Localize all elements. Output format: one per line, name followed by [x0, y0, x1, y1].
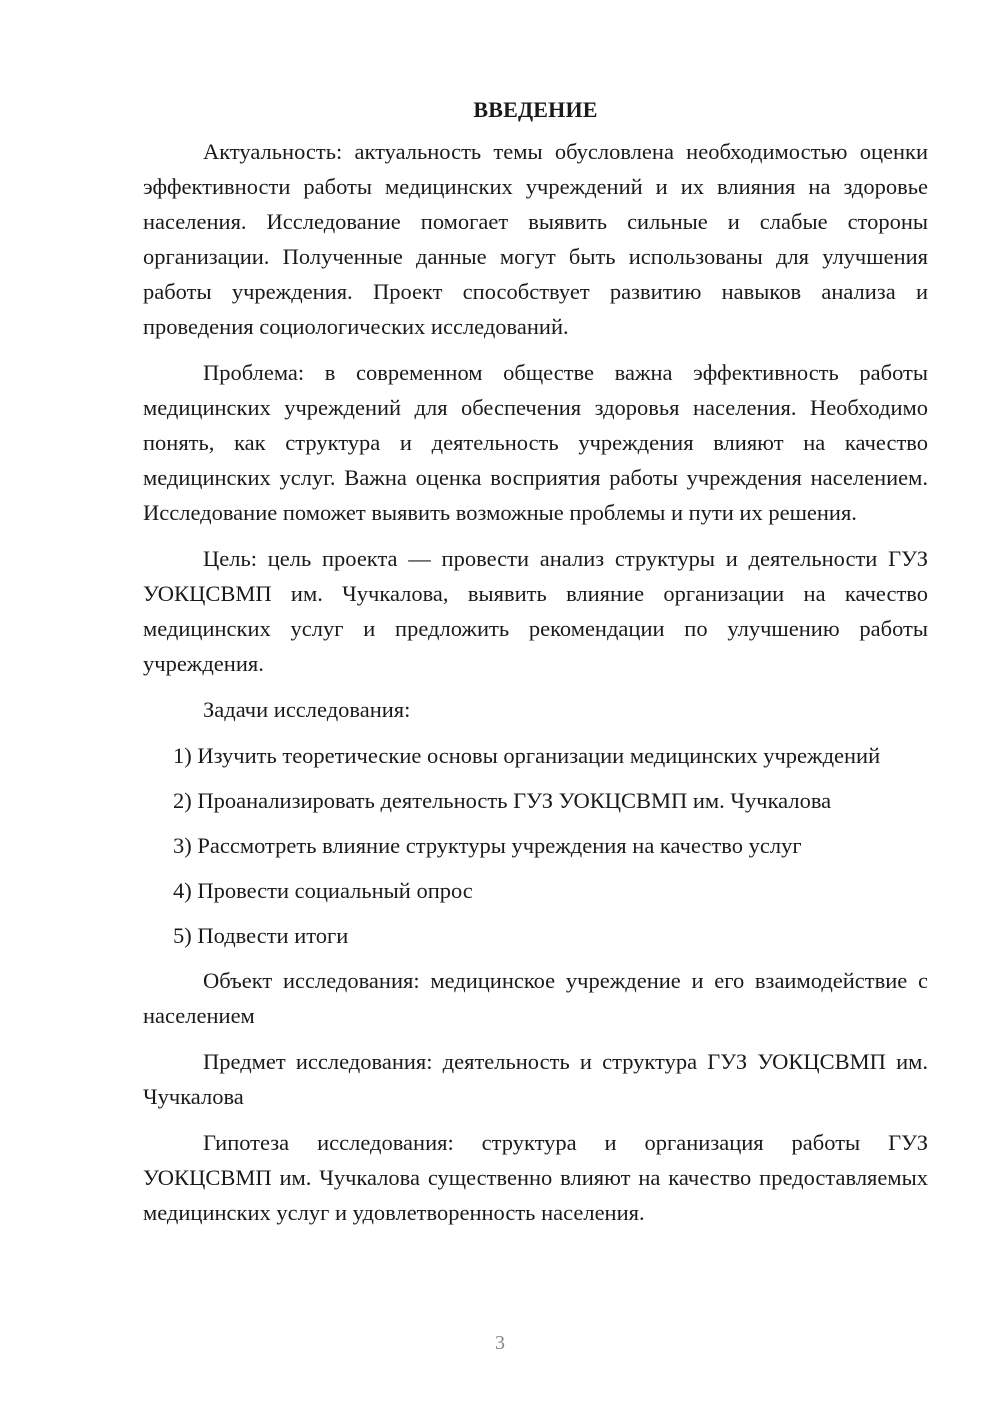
- paragraph-subject: Предмет исследования: деятельность и структура ГУЗ УОКЦСВМП им. Чучкалова: [143, 1049, 928, 1109]
- list-item-task-1: 1) Изучить теоретические основы организации медицинских учреждений: [173, 743, 881, 768]
- paragraph-problem: Проблема: в современном обществе важна эффективность работы медицинских учреждений для обеспечения здоровья населения. Необходимо понять, как структура и деятельность учреждения влияют на качество медицинских услуг. Важна оценка восприятия работы учреждения населением. Исследование поможет выявить возможные проблемы и пути их решения.: [143, 360, 928, 525]
- list-item-task-5: 5) Подвести итоги: [173, 923, 349, 948]
- document-body: [143, 92, 928, 1241]
- paragraph-tasks-heading: Задачи исследования:: [203, 697, 411, 722]
- list-item-task-2: 2) Проанализировать деятельность ГУЗ УОКЦСВМП им. Чучкалова: [173, 788, 832, 813]
- list-item-task-3: 3) Рассмотреть влияние структуры учреждения на качество услуг: [173, 833, 802, 858]
- page-number: 3: [495, 1332, 505, 1354]
- paragraph-hypothesis: Гипотеза исследования: структура и организация работы ГУЗ УОКЦСВМП им. Чучкалова существенно влияют на качество предоставляемых медицинских услуг и удовлетворенность населения.: [143, 1130, 928, 1225]
- section-title: ВВЕДЕНИЕ: [473, 97, 598, 122]
- paragraph-object: Объект исследования: медицинское учреждение и его взаимодействие с населением: [143, 968, 928, 1028]
- paragraph-goal: Цель: цель проекта — провести анализ структуры и деятельности ГУЗ УОКЦСВМП им. Чучкалова, выявить влияние организации на качество медицинских услуг и предложить рекомендации по улучшению работы учреждения.: [143, 546, 928, 676]
- list-item-task-4: 4) Провести социальный опрос: [173, 878, 473, 903]
- paragraph-relevance: Актуальность: актуальность темы обусловлена необходимостью оценки эффективности работы медицинских учреждений и их влияния на здоровье населения. Исследование помогает выявить сильные и слабые стороны организации. Полученные данные могут быть использованы для улучшения работы учреждения. Проект способствует развитию навыков анализа и проведения социологических исследований.: [143, 139, 928, 339]
